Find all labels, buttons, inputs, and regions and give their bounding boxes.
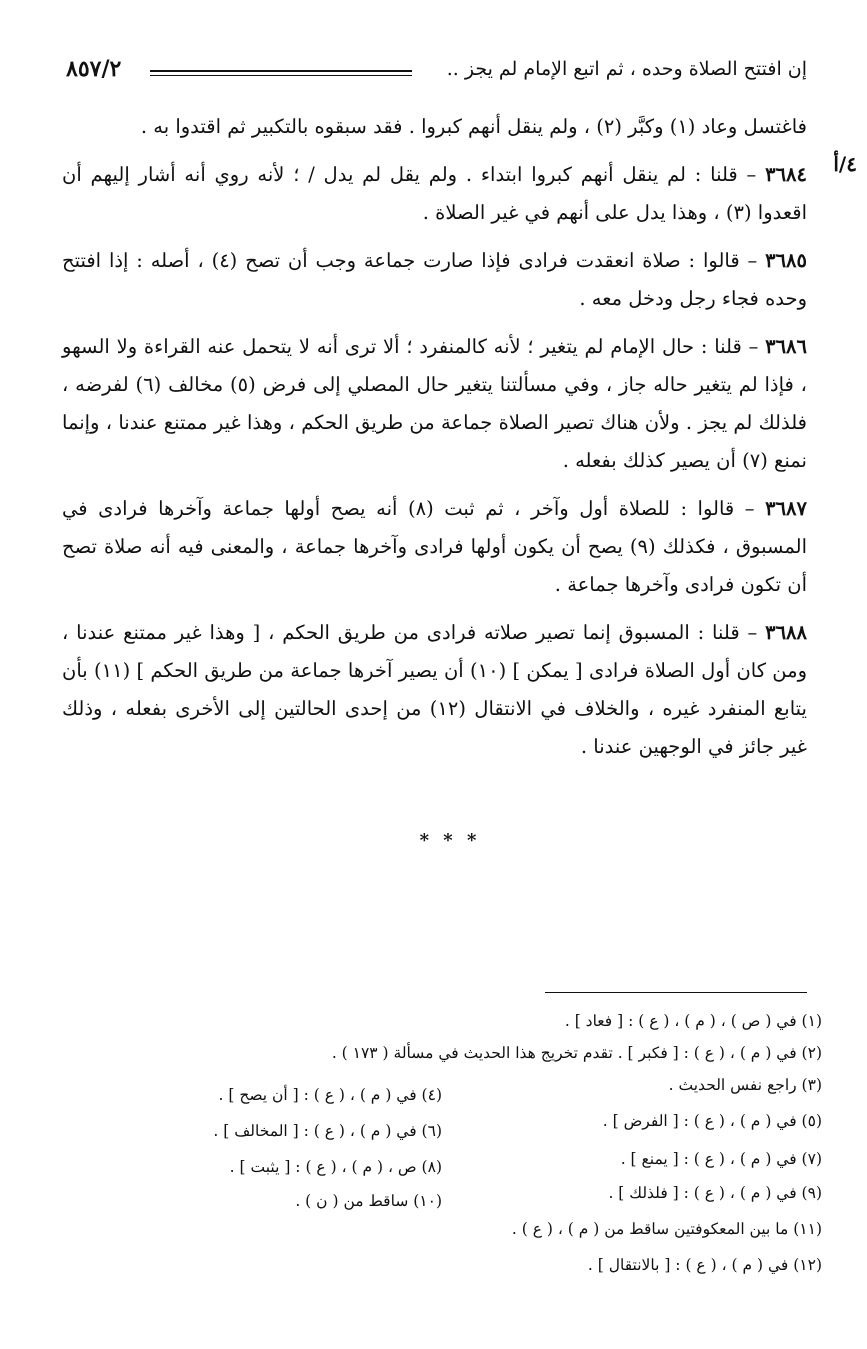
footnote: (١٠) ساقط من ( ن ) . [295,1192,442,1210]
footnote: (٢) في ( م ) ، ( ع ) : [ فكبر ] . تقدم تخريج هذا الحديث في مسألة ( ١٧٣ ) . [331,1044,822,1062]
page-number: ٨٥٧/٢ [66,56,122,82]
footnote: (٩) في ( م ) ، ( ع ) : [ فلذلك ] . [608,1184,822,1202]
footnote: (٨) ص ، ( م ) ، ( ع ) : [ يثبت ] . [229,1158,442,1176]
running-header-title: إن افتتح الصلاة وحده ، ثم اتبع الإمام لم يجز .. [446,58,807,80]
issue-number: ٣٦٨٤ [765,163,807,186]
footnote: (٧) في ( م ) ، ( ع ) : [ يمنع ] . [620,1150,822,1168]
section-separator: * * * [419,830,481,851]
footnote: (٥) في ( م ) ، ( ع ) : [ الفرض ] . [602,1112,822,1130]
issue-number: ٣٦٨٥ [765,249,807,272]
paragraph-text: – قلنا : لم ينقل أنهم كبروا ابتداء . ولم يقل لم يدل / ؛ لأنه روي أنه أشار إليهم أن اقعدوا (٣) ، وهذا يدل على أنهم في غير الصلاة . [62,163,807,224]
issue-number: ٣٦٨٧ [765,497,807,520]
footnote-rule [545,992,807,993]
footnote: (١٢) في ( م ) ، ( ع ) : [ بالانتقال ] . [587,1256,822,1274]
footnote: (٤) في ( م ) ، ( ع ) : [ أن يصح ] . [218,1086,442,1104]
header-rule [150,70,412,72]
paragraph-text: – قلنا : المسبوق إنما تصير صلاته فرادى من طريق الحكم ، [ وهذا غير ممتنع عندنا ، ومن كان أول الصلاة فرادى [ يمكن ] (١٠) أن يصير آخرها جماعة من طريق الحكم ] (١١) بأن يتابع المنفرد غيره ، والخلاف في الانتقال (١٢) من إحدى الحالتين إلى الأخرى بفعله ، وذلك غير جائز في الوجهين عندنا . [62,621,807,758]
paragraph [62,328,807,480]
paragraph-text: – قالوا : صلاة انعقدت فرادى فإذا صارت جماعة وجب أن تصح (٤) ، أصله : إذا افتتح وحده فجاء رجل ودخل معه . [62,249,807,310]
paragraph-text: فاغتسل وعاد (١) وكبَّر (٢) ، ولم ينقل أنهم كبروا . فقد سبقوه بالتكبير ثم اقتدوا به . [140,115,807,138]
paragraph-text: – قلنا : حال الإمام لم يتغير ؛ لأنه كالمنفرد ؛ ألا ترى أنه لا يتحمل عنه القراءة ولا السهو ، فإذا لم يتغير حاله جاز ، وفي مسألتنا يتغير حال المصلي إلى فرض (٥) مخالف (٦) لفرضه ، فلذلك لم يجز . ولأن هناك تصير الصلاة جماعة من طريق الحكم ، وهذا غير ممتنع عندنا ، وإنما نمنع (٧) أن يصير كذلك بفعله . [62,335,807,472]
paragraph [62,614,807,766]
paragraph [62,242,807,318]
issue-number: ٣٦٨٦ [765,335,807,358]
footnote: (٦) في ( م ) ، ( ع ) : [ المخالف ] . [213,1122,442,1140]
main-text [62,108,807,776]
paragraph-text: – قالوا : للصلاة أول وآخر ، ثم ثبت (٨) أنه يصح أولها جماعة وآخرها فرادى في المسبوق ، فكذلك (٩) يصح أن يكون أولها فرادى وآخرها جماعة ، والمعنى فيه أنه صلاة تصح أن تكون فرادى وآخرها جماعة . [62,497,807,596]
footnote: (٣) راجع نفس الحديث . [668,1076,822,1094]
paragraph [62,156,807,232]
paragraph [62,108,807,146]
margin-folio-note: ٤/أ [833,152,857,176]
paragraph [62,490,807,604]
footnote: (١) في ( ص ) ، ( م ) ، ( ع ) : [ فعاد ] . [564,1012,822,1030]
issue-number: ٣٦٨٨ [765,621,807,644]
footnote: (١١) ما بين المعكوفتين ساقط من ( م ) ، ( ع ) . [511,1220,822,1238]
